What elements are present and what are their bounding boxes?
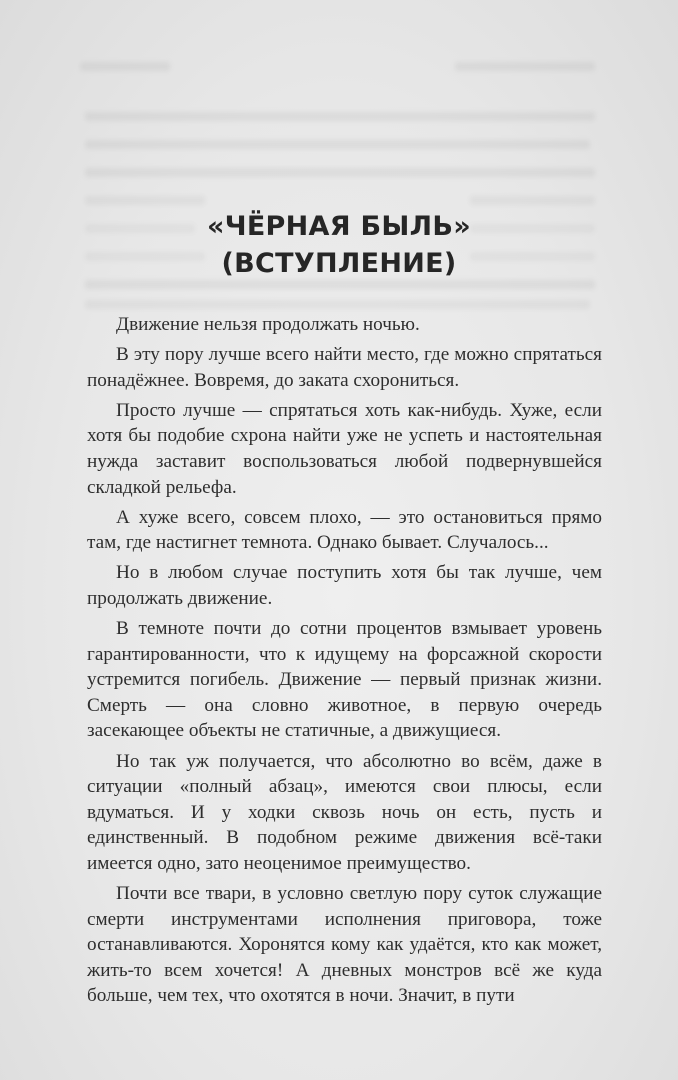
ghost-line bbox=[85, 112, 595, 121]
paragraph: Просто лучше — спрятаться хоть как-нибудь. Хуже, если хотя бы подобие схрона найти уже не успеть и настоятельная нужда заставит воспользоваться любой подвернувшейся складкой рельефа. bbox=[87, 399, 602, 498]
chapter-body bbox=[87, 312, 602, 1013]
ghost-line bbox=[85, 300, 590, 309]
paragraph: Движение нельзя продолжать ночью. bbox=[116, 314, 420, 335]
ghost-line bbox=[85, 168, 595, 177]
chapter-title-line2: (ВСТУПЛЕНИЕ) bbox=[221, 248, 457, 279]
chapter-title bbox=[0, 208, 678, 282]
paragraph: Почти все твари, в условно светлую пору суток служащие смерти инструментами исполнения приговора, тоже останавливаются. Хоронятся кому как удаётся, кто как может, жить-то всем хочется! А дневных монстров всё же куда больше, чем тех, что охотятся в ночи. Значит, в пути bbox=[87, 882, 602, 1007]
paragraph: В темноте почти до сотни процентов взмывает уровень гарантированности, что к идущему на форсажной скорости устремится погибель. Движение — первый признак жизни. Смерть — она словно животное, в первую очередь засекающее объекты не статичные, а движущиеся. bbox=[87, 618, 602, 742]
ghost-line bbox=[85, 196, 205, 205]
paragraph: Но в любом случае поступить хотя бы так лучше, чем продолжать движение. bbox=[87, 562, 602, 609]
chapter-title-line1: «ЧЁРНАЯ БЫЛЬ» bbox=[206, 211, 472, 242]
ghost-line bbox=[80, 62, 170, 71]
ghost-line bbox=[85, 140, 590, 149]
ghost-line bbox=[455, 62, 595, 71]
paragraph: Но так уж получается, что абсолютно во всём, даже в ситуации «полный абзац», имеются свои плюсы, если вдуматься. И у ходки сквозь ночь он есть, пусть и единственный. В подобном режиме движения всё-таки имеется одно, зато неоценимое преимущество. bbox=[87, 750, 602, 874]
paragraph: А хуже всего, совсем плохо, — это остановиться прямо там, где настигнет темнота. Однако бывает. Случалось... bbox=[87, 506, 602, 554]
paragraph: В эту пору лучше всего найти место, где можно спрятаться понадёжнее. Вовремя, до заката схорониться. bbox=[87, 344, 602, 391]
ghost-line bbox=[470, 196, 595, 205]
